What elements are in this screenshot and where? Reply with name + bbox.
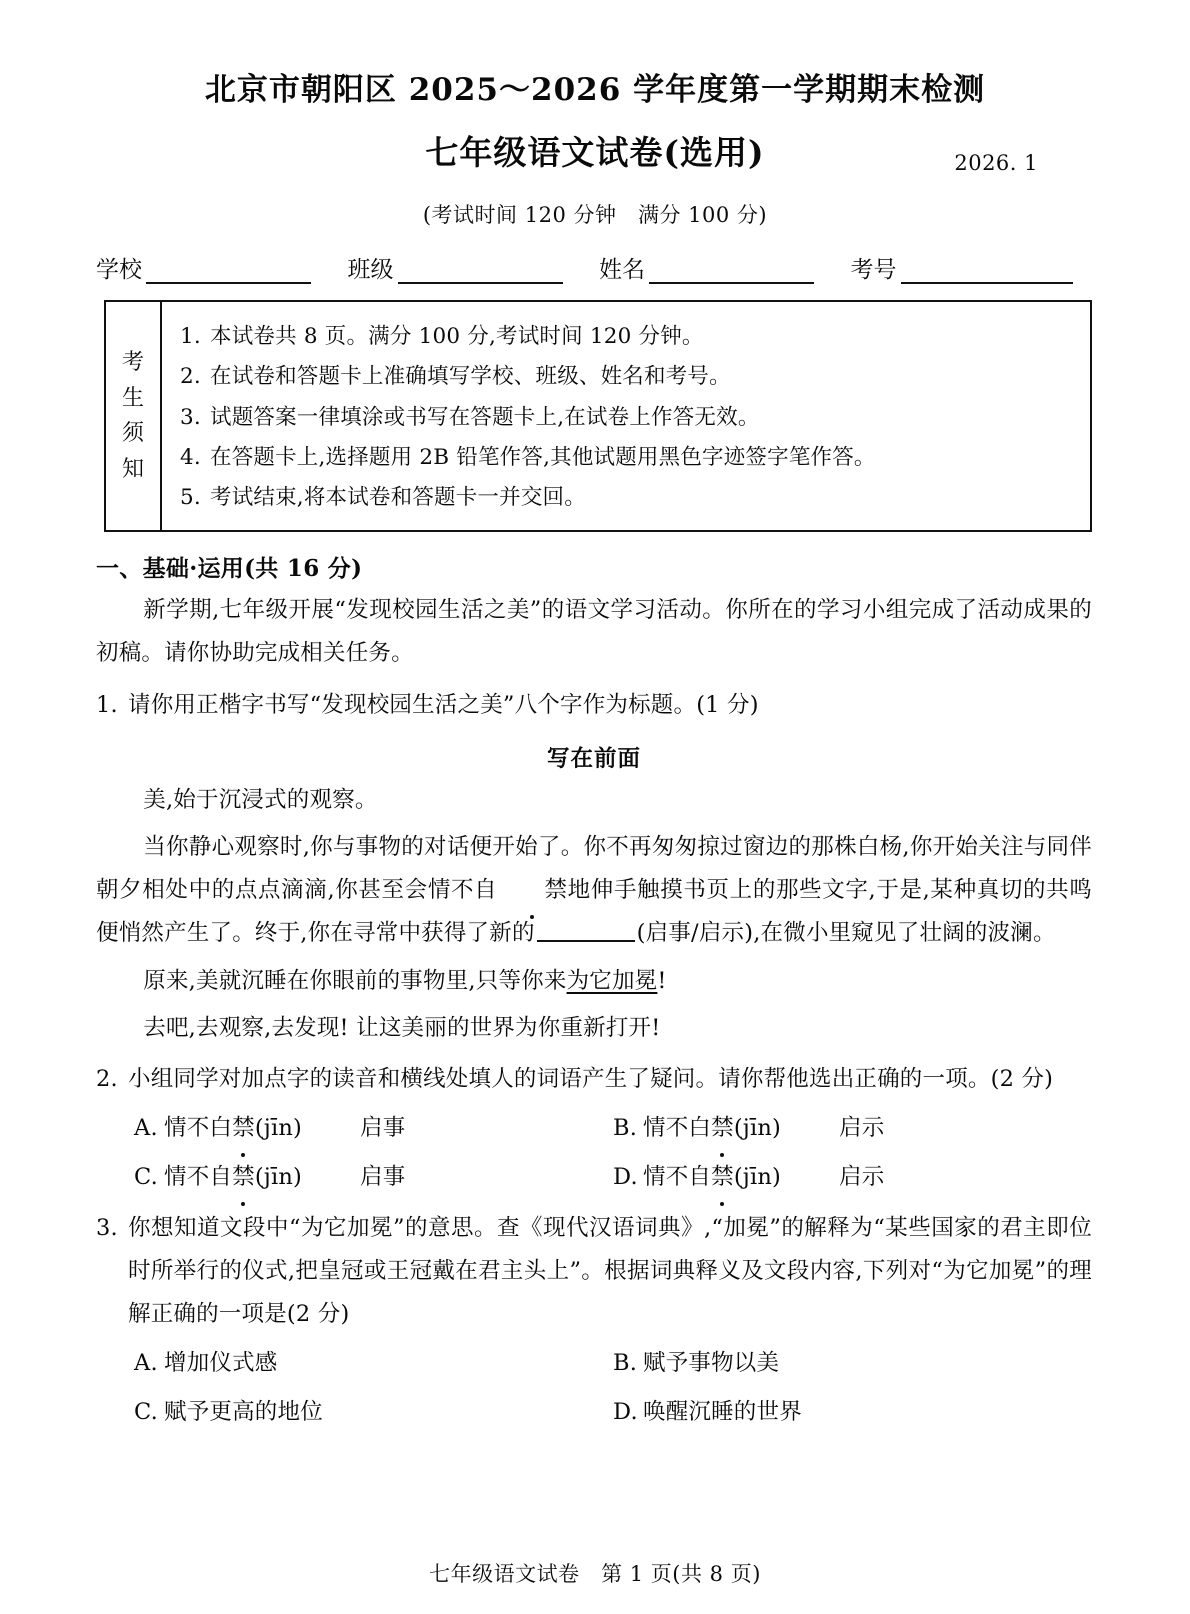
notice-label-char-2: 生	[121, 385, 144, 411]
question-2-option-d[interactable]	[613, 1156, 1092, 1199]
question-3-options-row-1	[96, 1342, 1092, 1385]
question-2-option-a[interactable]	[134, 1107, 613, 1150]
notice-item	[180, 320, 1074, 353]
passage-paragraph-3	[96, 960, 1092, 1003]
option-word-choice: 启事	[360, 1163, 406, 1190]
field-name-blank[interactable]	[649, 262, 814, 284]
notice-label-char-4: 知	[121, 456, 144, 482]
option-label: 赋予更高的地位	[164, 1398, 323, 1425]
option-key: A.	[134, 1350, 158, 1377]
passage-paragraph-2	[96, 826, 1092, 956]
option-pre-text: 情不白	[643, 1115, 712, 1142]
field-name-label: 姓名	[599, 257, 645, 284]
candidate-notice-label	[106, 302, 162, 530]
notice-item	[180, 360, 1074, 393]
option-key: D.	[613, 1398, 638, 1425]
dotted-emphasis-char-jin: 禁	[497, 869, 567, 912]
page-footer: 七年级语文试卷 第 1 页(共 8 页)	[429, 1562, 761, 1586]
question-2-number: 2.	[96, 1065, 118, 1092]
question-2-text: 小组同学对加点字的读音和横线处填人的词语产生了疑问。请你帮他选出正确的一项。(2 分)	[128, 1065, 1054, 1092]
exam-duration-score: (考试时间 120 分钟 满分 100 分)	[422, 203, 768, 228]
candidate-notice-list	[162, 302, 1090, 530]
option-key: D.	[613, 1163, 638, 1190]
option-pinyin: (jīn)	[733, 1163, 782, 1190]
option-value	[643, 1156, 884, 1199]
dotted-emphasis-char: 禁	[232, 1107, 255, 1150]
question-3-number: 3.	[96, 1214, 118, 1241]
notice-item-text: 试题答案一律填涂或书写在答题卡上,在试卷上作答无效。	[210, 404, 760, 430]
question-3-text: 你想知道文段中“为它加冕”的意思。查《现代汉语词典》,“加冕”的解释为“某些国家的君主即位时所举行的仪式,把皇冠或王冠戴在君主头上”。根据词典释义及文段内容,下列对“为它加冕”的理解正确的一项是(2 分)	[128, 1214, 1092, 1327]
option-value	[164, 1156, 405, 1199]
passage-paragraph-4: 去吧,去观察,去发现! 让这美丽的世界为你重新打开!	[143, 1014, 661, 1041]
passage-fill-blank[interactable]	[537, 940, 635, 942]
notice-label-char-1: 考	[121, 349, 144, 375]
question-2-option-c[interactable]	[134, 1156, 613, 1199]
question-2	[96, 1058, 1092, 1101]
option-pinyin: (jīn)	[733, 1115, 782, 1142]
dotted-emphasis-char: 禁	[232, 1156, 255, 1199]
field-class-blank[interactable]	[398, 262, 563, 284]
passage-paragraph-1: 美,始于沉浸式的观察。	[143, 786, 378, 813]
option-pinyin: (jīn)	[254, 1115, 303, 1142]
section-heading-basics: 一、基础·运用(共 16 分)	[96, 555, 363, 583]
option-value	[164, 1107, 405, 1150]
field-school-blank[interactable]	[146, 262, 311, 284]
field-name[interactable]	[599, 251, 851, 284]
question-2-options-row-1	[96, 1107, 1092, 1150]
question-3-option-c[interactable]	[134, 1391, 613, 1434]
exam-content	[0, 550, 1190, 1433]
passage-p2-part-c: (启事/启示),在微小里窥见了壮阔的波澜。	[636, 920, 1056, 947]
option-label: 赋予事物以美	[643, 1350, 780, 1377]
option-value	[643, 1107, 884, 1150]
field-school-label: 学校	[96, 257, 142, 284]
question-2-options-row-2	[96, 1156, 1092, 1199]
field-exam-number-blank[interactable]	[901, 262, 1073, 284]
field-class[interactable]	[348, 251, 600, 284]
student-info-fields	[0, 251, 1190, 284]
notice-item	[180, 441, 1074, 474]
option-key: B.	[613, 1115, 638, 1142]
field-class-label: 班级	[347, 257, 394, 284]
option-key: C.	[134, 1163, 158, 1190]
question-3-option-d[interactable]	[613, 1391, 1092, 1434]
notice-item	[180, 401, 1074, 434]
passage-p3-part-a: 原来,美就沉睡在你眼前的事物里,只等你来	[143, 967, 567, 994]
underlined-phrase-weita-jiamian: 为它加冕	[566, 967, 658, 994]
option-key: B.	[613, 1350, 638, 1377]
question-1-text: 请你用正楷字书写“发现校园生活之美”八个字作为标题。(1 分)	[128, 691, 759, 718]
notice-item-number: 1.	[180, 323, 201, 349]
question-3-option-a[interactable]	[134, 1342, 613, 1385]
option-label: 唤醒沉睡的世界	[643, 1398, 802, 1425]
notice-item-text: 在试卷和答题卡上准确填写学校、班级、姓名和考号。	[210, 364, 731, 390]
option-pre-text: 情不白	[164, 1115, 233, 1142]
passage-p2-part-b: 地伸手触摸书页上的那些文字,于是,某种真切的共鸣便悄然产生了。终于,你在寻常中获得了新的	[96, 877, 1092, 947]
question-3-options-row-2	[96, 1391, 1092, 1434]
reading-passage	[96, 741, 1092, 1050]
notice-item-number: 5.	[180, 485, 201, 511]
dotted-emphasis-char: 禁	[711, 1156, 734, 1199]
notice-item-text: 本试卷共 8 页。满分 100 分,考试时间 120 分钟。	[210, 323, 704, 349]
question-3-option-b[interactable]	[613, 1342, 1092, 1385]
paper-title-row	[0, 133, 1190, 177]
option-label: 增加仪式感	[164, 1350, 278, 1377]
notice-item-number: 2.	[180, 364, 201, 390]
question-3	[96, 1207, 1092, 1337]
exam-date: 2026. 1	[954, 151, 1038, 176]
field-exam-number-label: 考号	[850, 257, 897, 284]
notice-item-text: 在答题卡上,选择题用 2B 铅笔作答,其他试题用黑色字迹签字笔作答。	[210, 444, 876, 470]
option-word-choice: 启示	[839, 1163, 885, 1190]
dotted-emphasis-char: 禁	[711, 1107, 734, 1150]
option-pinyin: (jīn)	[254, 1163, 303, 1190]
field-school[interactable]	[96, 251, 348, 284]
candidate-notice-box	[104, 300, 1092, 532]
notice-item	[180, 481, 1074, 514]
notice-item-number: 4.	[180, 444, 201, 470]
question-2-option-b[interactable]	[613, 1107, 1092, 1150]
notice-item-text: 考试结束,将本试卷和答题卡一并交回。	[210, 485, 586, 511]
option-key: C.	[134, 1398, 158, 1425]
passage-p3-part-b: !	[657, 967, 667, 994]
notice-label-char-3: 须	[121, 421, 144, 447]
page-title: 七年级语文试卷(选用)	[425, 133, 765, 173]
option-key: A.	[134, 1115, 158, 1142]
passage-title: 写在前面	[546, 745, 641, 772]
option-word-choice: 启示	[839, 1115, 885, 1142]
question-1	[96, 684, 1092, 727]
option-pre-text: 情不自	[164, 1163, 233, 1190]
field-exam-number[interactable]	[851, 251, 1103, 284]
district-exam-title: 北京市朝阳区 2025～2026 学年度第一学期期末检测	[204, 72, 986, 108]
question-1-number: 1.	[96, 691, 118, 718]
option-pre-text: 情不自	[643, 1163, 712, 1190]
option-word-choice: 启事	[360, 1115, 406, 1142]
section-intro-paragraph: 新学期,七年级开展“发现校园生活之美”的语文学习活动。你所在的学习小组完成了活动成果的初稿。请你协助完成相关任务。	[96, 597, 1092, 667]
notice-item-number: 3.	[180, 404, 201, 430]
passage-p2-part-a: 当你静心观察时,你与事物的对话便开始了。你不再匆匆掠过窗边的那株白杨,你开始关注与同伴朝夕相处中的点点滴滴,你甚至会情不自	[96, 833, 1092, 904]
